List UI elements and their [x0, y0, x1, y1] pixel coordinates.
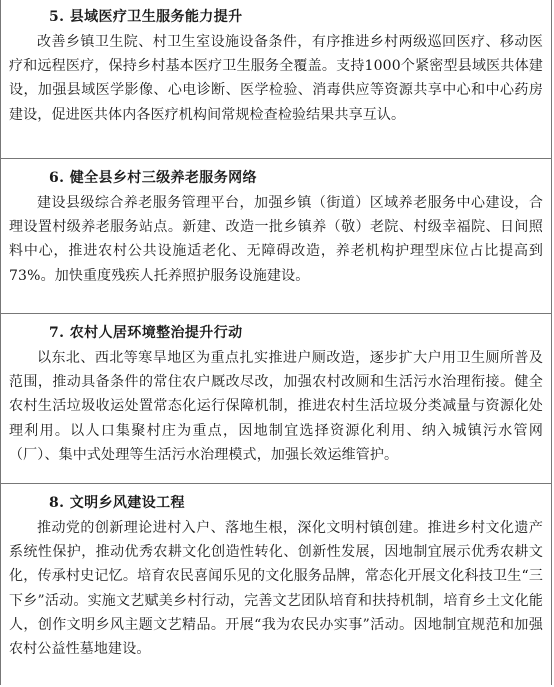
section-6 — [1, 158, 551, 313]
section-title — [49, 5, 543, 29]
section-number: 5. — [49, 9, 65, 25]
section-body: 推动党的创新理论进村入户、落地生根，深化文明村镇创建。推进乡村文化遗产系统性保护，推动优秀农耕文化创造性转化、创新性发展，因地制宜展示优秀农耕文化，传承村史记忆。培育农民喜闻乐见的文化服务品牌，常态化开展文化科技卫生“三下乡”活动。实施文艺赋美乡村行动，完善文艺团队培育和扶持机制，培育乡土文化能人，创作文明乡风主题文艺精品。开展“我为农民办实事”活动。因地制宜规范和加强农村公益性墓地建设。 — [9, 520, 543, 658]
section-heading: 文明乡风建设工程 — [69, 495, 185, 511]
section-number: 8. — [49, 495, 65, 511]
section-8 — [1, 483, 551, 685]
section-body: 建设县级综合养老服务管理平台，加强乡镇（街道）区域养老服务中心建设，合理设置村级养老服务站点。新建、改造一批乡镇养（敬）老院、村级幸福院、日间照料中心，推进农村公共设施适老化、无障碍改造，养老机构护理型床位占比提高到73%。加快重度残疾人托养照护服务设施建设。 — [9, 195, 543, 284]
section-7 — [1, 313, 551, 483]
section-number: 6. — [49, 170, 65, 186]
section-title — [49, 321, 543, 345]
section-heading: 县域医疗卫生服务能力提升 — [69, 9, 243, 25]
section-title — [49, 166, 543, 190]
section-5 — [1, 0, 551, 158]
section-body: 改善乡镇卫生院、村卫生室设施设备条件，有序推进乡村两级巡回医疗、移动医疗和远程医疗，保持乡村基本医疗卫生服务全覆盖。支持1000个紧密型县域医共体建设，加强县域医学影像、心电诊断、医学检验、消毒供应等资源共享中心和中心药房建设，促进医共体内各医疗机构间常规检查检验结果共享互认。 — [9, 34, 543, 123]
section-body: 以东北、西北等寒旱地区为重点扎实推进户厕改造，逐步扩大户用卫生厕所普及范围，推动具备条件的常住农户厩改尽改，加强农村改厕和生活污水治理衔接。健全农村生活垃圾收运处置常态化运行保障机制，推进农村生活垃圾分类减量与资源化处理利用。以人口集聚村庄为重点，因地制宜选择资源化利用、纳入城镇污水管网（厂）、集中式处理等生活污水治理模式，加强长效运维管护。 — [9, 350, 543, 463]
section-heading: 农村人居环境整治提升行动 — [69, 325, 243, 341]
section-title — [49, 491, 543, 515]
section-number: 7. — [49, 325, 65, 341]
section-heading: 健全县乡村三级养老服务网络 — [69, 170, 257, 186]
